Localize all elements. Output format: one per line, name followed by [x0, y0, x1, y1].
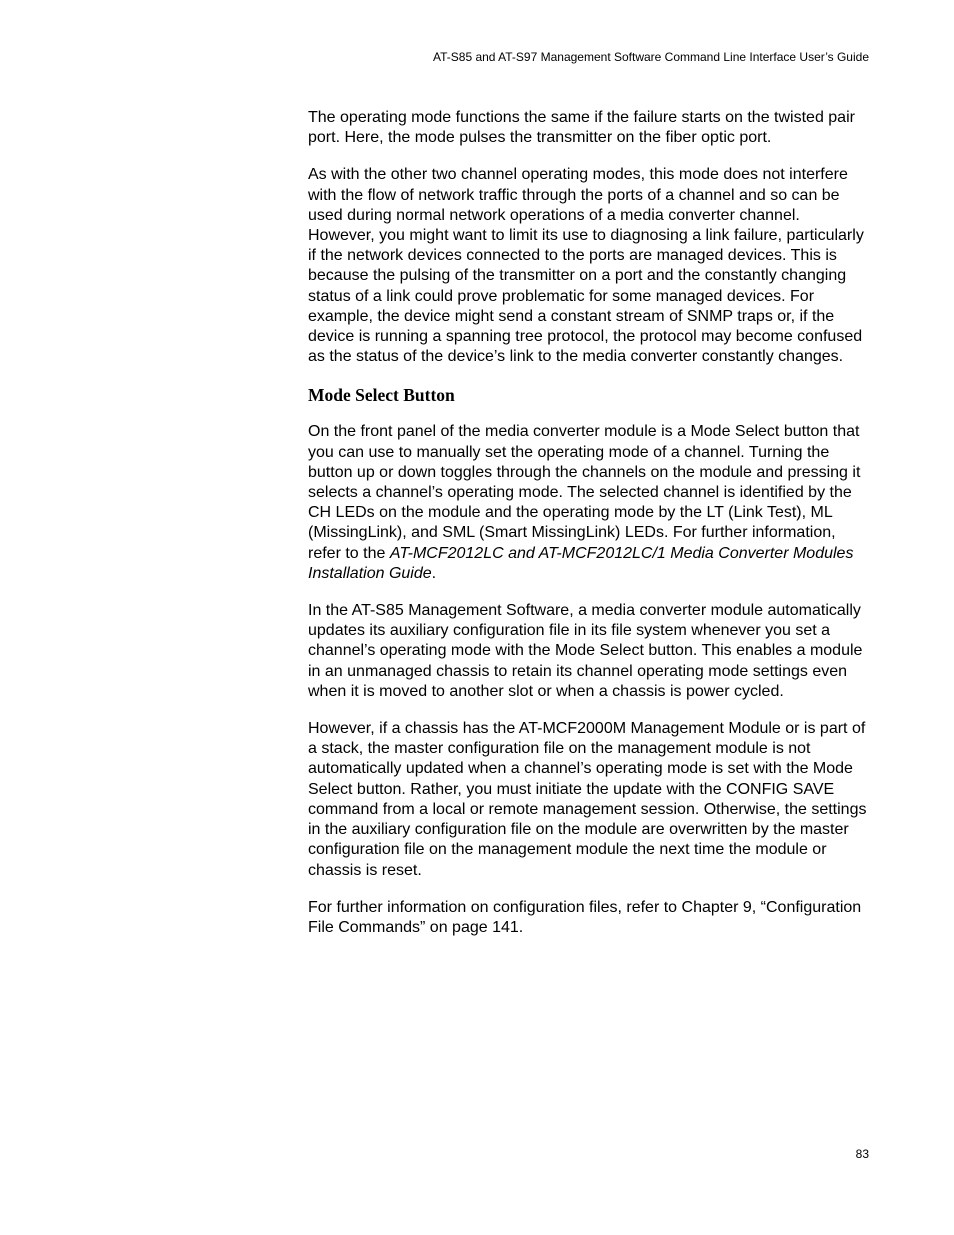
page-number: 83: [855, 1147, 869, 1161]
running-header: AT-S85 and AT-S97 Management Software Command Line Interface User’s Guide: [432, 50, 869, 64]
paragraph-failure-mode: The operating mode functions the same if the failure starts on the twisted pair port. Here, the mode pulses the transmitter on the fiber optic port.: [308, 109, 855, 147]
page-body: [308, 108, 870, 955]
paragraph-auxiliary-config: In the AT-S85 Management Software, a media converter module automatically updates its auxiliary configuration file in its file system whenever you set a channel’s operating mode with the Mode Select button. This enables a module in an unmanaged chassis to retain its channel operating mode settings even when it is moved to another slot or when a chassis is power cycled.: [308, 602, 863, 700]
paragraph-further-information: For further information on configuration files, refer to Chapter 9, “Configuration File Commands” on page 141.: [308, 898, 862, 936]
section-heading-mode-select-button: Mode Select Button: [308, 385, 455, 406]
paragraph-mode-select-description: [308, 422, 870, 584]
mode-select-text: On the front panel of the media converter module is a Mode Select button that you can use to manually set the operating mode of a channel. Turning the button up or down toggles through the channels on the module and pressing it selects a channel’s operating mode. The selected channel is identified by the CH LEDs on the module and the operating mode by the LT (Link Test), ML (MissingLink), and SML (Smart MissingLink) LEDs. For further information, refer to the: [308, 423, 861, 562]
installation-guide-title: AT-MCF2012LC and AT-MCF2012LC/1 Media Converter Modules Installation Guide: [308, 544, 854, 582]
mode-select-text-end: .: [431, 564, 437, 582]
paragraph-traffic-interference: As with the other two channel operating modes, this mode does not interfere with the flow of network traffic through the ports of a channel and so can be used during normal network operations of a media converter channel. However, you might want to limit its use to diagnosing a link failure, particularly if the network devices connected to the ports are managed devices. This is because the pulsing of the transmitter on a port and the constantly changing status of a link could prove problematic for some managed devices. For example, the device might send a constant stream of SNMP traps or, if the device is running a spanning tree protocol, the protocol may become confused as the status of the device’s link to the media converter constantly changes.: [308, 166, 864, 366]
paragraph-master-config: However, if a chassis has the AT-MCF2000M Management Module or is part of a stack, the master configuration file on the management module is not automatically updated when a channel’s operating mode is set with the Mode Select button. Rather, you must initiate the update with the CONFIG SAVE command from a local or remote management session. Otherwise, the settings in the auxiliary configuration file on the module are overwritten by the master configuration file on the management module the next time the module or chassis is reset.: [308, 720, 867, 879]
